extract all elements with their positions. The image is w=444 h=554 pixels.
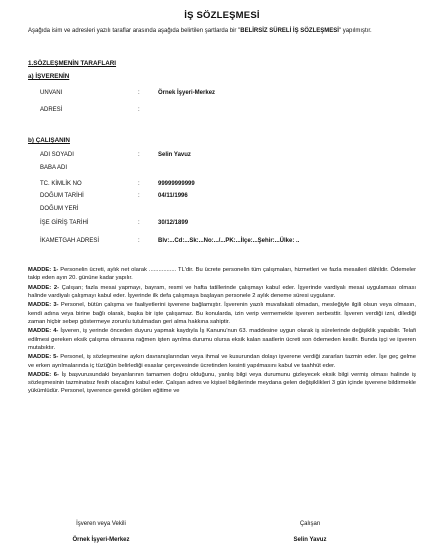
employee-heading: b) ÇALIŞANIN — [28, 137, 70, 144]
employee-signature-role: Çalışan — [299, 521, 321, 527]
employer-title-row — [40, 89, 420, 98]
employer-signature-block — [36, 521, 166, 543]
employer-title-value: Örnek İşyeri-Merkez — [158, 90, 216, 96]
clause-marker: MADDE: 1- — [28, 267, 59, 273]
clause-text: İş başvurusundaki beyanlarının tamamen doğru olduğunu, yanlış bilgi veya durumunu gizleyecek eksik bilgi vermiş olması halinde iş sözleşmesinin tazminatsız fesih olacağını kabul eder. Çalışan adres ve kişisel bilgilerinde meydana gelen değişiklikleri 3 gün içinde işverene bildirmekle yükümlüdür. Personel, işverence gerekli görülen eğitime ve — [28, 371, 416, 395]
clause — [28, 301, 416, 326]
field-value: 99999999999 — [158, 181, 195, 187]
intro-text-before: Aşağıda isim ve adresleri yazılı taraflar arasında aşağıda belirtilen şartlarda bir " — [28, 28, 241, 34]
employee-signature-block — [245, 521, 375, 543]
colon: : — [138, 90, 140, 96]
clause — [28, 327, 416, 352]
colon: : — [138, 181, 140, 187]
employer-signature-role: İşveren veya Vekili — [76, 521, 126, 527]
colon: : — [138, 152, 140, 158]
contract-clauses — [28, 266, 416, 397]
employee-field-row — [40, 237, 420, 246]
employer-address-row — [40, 106, 420, 115]
clause-marker: MADDE: 2- — [28, 284, 60, 291]
field-label: DOĞUM YERİ — [40, 206, 79, 212]
field-value: Blv:...Cd:...Sk:...No:.../...PK:...İlçe:...Şehir:...Ülke: .. — [158, 238, 300, 244]
field-label: TC. KİMLİK NO — [40, 181, 82, 187]
employee-field-row — [40, 192, 420, 201]
clause-marker: MADDE: 6- — [28, 371, 59, 378]
intro-contract-type: BELİRSİZ SÜRELİ İŞ SÖZLEŞMESİ — [240, 28, 339, 34]
colon: : — [138, 220, 140, 226]
field-label: BABA ADI — [40, 165, 68, 171]
field-value: 04/11/1996 — [158, 193, 188, 199]
clause — [28, 266, 416, 283]
field-label: ADI SOYADI — [40, 152, 74, 158]
employee-signature-name: Selin Yavuz — [293, 537, 327, 543]
clause-text: Personelin ücreti, aylık net olarak ................. TL'dir. Bu ücrete personelin tüm çalışmaları, hizmetleri ve fazla mesaileri dâhildir. Ödemeler takip eden ayın 20. gününe kadar yapılır. — [28, 267, 417, 282]
field-value: Selin Yavuz — [158, 152, 191, 158]
field-label: İKAMETGAH ADRESİ — [40, 238, 100, 244]
clause-marker: MADDE: 4- — [28, 328, 59, 335]
employer-address-label: ADRESİ — [40, 107, 63, 113]
clause — [28, 353, 416, 370]
employee-field-row — [40, 180, 420, 189]
clause-text: Personel, bütün çalışma ve faaliyetlerini işverene bağlamıştır. İşverenin yazılı muvafakati olmadan, mesleğiyle ilgili olsun veya olmasın, kendi adına veya birine bağlı olarak, başka bir işte çalışamaz. Bu konularda, izin verip vermemekte işveren serbesttir. İşveren verdiği izni, dilediği zaman hiçbir sebep göstermeye zorunlu tutulmadan geri alma hakkına sahiptir. — [28, 302, 416, 325]
employer-signature-name: Örnek İşyeri-Merkez — [72, 537, 130, 543]
employer-heading: a) İŞVERENİN — [28, 73, 70, 80]
field-value: 30/12/1899 — [158, 220, 189, 226]
employer-title-label: UNVANI — [40, 90, 63, 96]
clause-text: Personel, iş sözleşmesine aykırı davranışlarından veya ihmal ve kusurundan dolayı işverene verdiği zararları tazmin eder. İşe geç gelme ve erken ayrılmalarında iç tüzüğün belirlediği esaslar çerçevesinde ücretinden kesinti yapılmasını kabul ve taahhüt eder. — [28, 354, 416, 369]
intro-paragraph — [28, 27, 423, 37]
colon: : — [138, 193, 140, 199]
colon: : — [138, 238, 140, 244]
clause — [28, 371, 416, 396]
document-title: İŞ SÖZLEŞMESİ — [184, 10, 260, 21]
field-label: DOĞUM TARİHİ — [40, 193, 84, 199]
employee-field-row — [40, 164, 420, 173]
clause-text: İşveren, iş yerinde önceden duyuru yapmak kaydıyla İş Kanunu'nun 63. maddesine uygun olarak iş sürelerinde değişiklik yapabilir. Telafi edilmesi gereken eksik çalışma olmasına rağmen işten ayrılma durumu olursa eksik kalan saatlerin ücreti son ödemeden kesilir. Bunda işçi ve işveren mutabıktır. — [28, 328, 416, 351]
employee-field-row — [40, 205, 420, 214]
clause-marker: MADDE: 5- — [28, 354, 59, 361]
clause — [28, 284, 416, 301]
section-parties-title: 1.SÖZLEŞMENİN TARAFLARI — [28, 60, 117, 67]
employee-field-row — [40, 151, 420, 160]
intro-text-after: " yapılmıştır. — [338, 28, 372, 34]
colon: : — [138, 107, 140, 113]
field-label: İŞE GİRİŞ TARİHİ — [40, 220, 89, 226]
employee-field-row — [40, 219, 420, 228]
clause-text: Çalışan; fazla mesai yapmayı, bayram, resmi ve hafta tatillerinde çalışmayı kabul eder. İşyerinde vardiyalı mesai uygulaması olması halinde vardiyalı çalışmayı kabul eder. İşyerinde ilk defa çalışmaya başlayan personele 2 aylık deneme süresi uygulanır. — [28, 284, 416, 299]
clause-marker: MADDE: 3- — [28, 302, 59, 309]
